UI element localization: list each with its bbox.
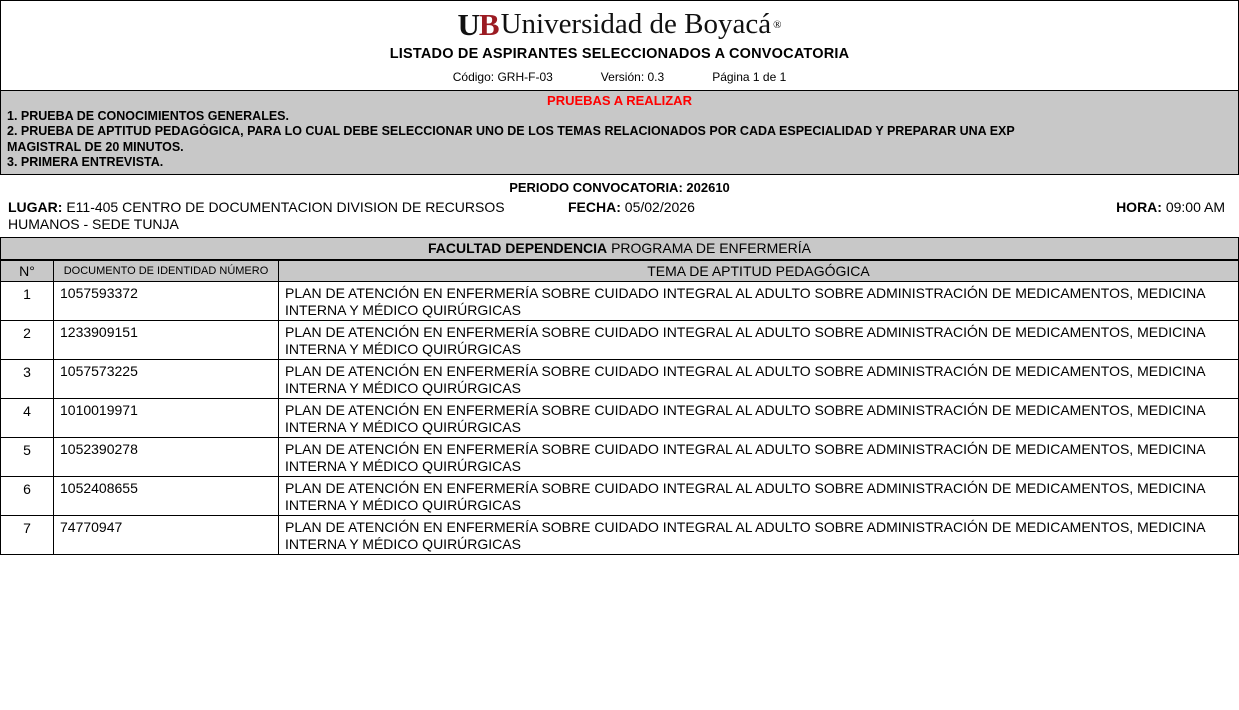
row-tema: PLAN DE ATENCIÓN EN ENFERMERÍA SOBRE CUIDADO INTEGRAL AL ADULTO SOBRE ADMINISTRACIÓN DE MEDICAMENTOS, MEDICINA INTERNA Y MÉDICO QUIRÚRGICAS: [279, 477, 1239, 516]
row-documento: 1057593372: [54, 282, 279, 321]
row-documento: 74770947: [54, 516, 279, 555]
row-documento: 1052408655: [54, 477, 279, 516]
version-label: Versión:: [600, 70, 645, 84]
fecha-field: [568, 199, 1010, 216]
column-header-documento: DOCUMENTO DE IDENTIDAD NÚMERO: [54, 260, 279, 282]
periodo-convocatoria: [0, 175, 1239, 199]
ub-logo-u: U: [457, 7, 479, 42]
table-row: [1, 516, 1239, 555]
row-number: 3: [1, 360, 54, 399]
evento-info: [0, 199, 1239, 237]
table-row: [1, 399, 1239, 438]
row-tema: PLAN DE ATENCIÓN EN ENFERMERÍA SOBRE CUIDADO INTEGRAL AL ADULTO SOBRE ADMINISTRACIÓN DE MEDICAMENTOS, MEDICINA INTERNA Y MÉDICO QUIRÚRGICAS: [279, 438, 1239, 477]
table-body: [1, 282, 1239, 555]
row-documento: 1010019971: [54, 399, 279, 438]
facultad-label: FACULTAD DEPENDENCIA: [428, 239, 608, 256]
row-number: 7: [1, 516, 54, 555]
page-title: LISTADO DE ASPIRANTES SELECCIONADOS A CONVOCATORIA: [389, 46, 850, 62]
facultad-dependencia-bar: [0, 237, 1239, 260]
row-documento: 1057573225: [54, 360, 279, 399]
facultad-value: PROGRAMA DE ENFERMERÍA: [611, 239, 811, 256]
document-meta: [1, 70, 1238, 84]
fecha-value: 05/02/2026: [624, 199, 695, 215]
lugar-field: [8, 199, 568, 233]
column-header-tema: TEMA DE APTITUD PEDAGÓGICA: [279, 260, 1239, 282]
page-number: Página 1 de 1: [712, 70, 787, 84]
table-row: [1, 321, 1239, 360]
row-tema: PLAN DE ATENCIÓN EN ENFERMERÍA SOBRE CUIDADO INTEGRAL AL ADULTO SOBRE ADMINISTRACIÓN DE MEDICAMENTOS, MEDICINA INTERNA Y MÉDICO QUIRÚRGICAS: [279, 282, 1239, 321]
row-number: 5: [1, 438, 54, 477]
table-row: [1, 282, 1239, 321]
pruebas-item: 2. PRUEBA DE APTITUD PEDAGÓGICA, PARA LO CUAL DEBE SELECCIONAR UNO DE LOS TEMAS RELACIONADOS POR CADA ESPECIALIDAD Y PREPARAR UNA EXP: [7, 124, 1015, 139]
hora-label: HORA:: [1116, 199, 1162, 215]
row-documento: 1052390278: [54, 438, 279, 477]
version-field: [601, 70, 664, 84]
codigo-value: GRH-F-03: [497, 70, 553, 84]
pruebas-title: PRUEBAS A REALIZAR: [547, 93, 692, 108]
table-header-row: [1, 260, 1239, 282]
pruebas-item: 3. PRIMERA ENTREVISTA.: [7, 154, 164, 169]
lugar-value: E11-405 CENTRO DE DOCUMENTACION DIVISION DE RECURSOS HUMANOS - SEDE TUNJA: [8, 199, 505, 232]
lugar-label: LUGAR:: [8, 199, 63, 215]
row-number: 4: [1, 399, 54, 438]
row-documento: 1233909151: [54, 321, 279, 360]
row-number: 2: [1, 321, 54, 360]
column-header-n: N°: [1, 260, 54, 282]
table-row: [1, 438, 1239, 477]
table-row: [1, 360, 1239, 399]
codigo-field: [453, 70, 553, 84]
version-value: 0.3: [647, 70, 665, 84]
table-row: [1, 477, 1239, 516]
pruebas-item: 1. PRUEBA DE CONOCIMIENTOS GENERALES.: [7, 109, 289, 123]
university-logo: [1, 9, 1238, 40]
row-tema: PLAN DE ATENCIÓN EN ENFERMERÍA SOBRE CUIDADO INTEGRAL AL ADULTO SOBRE ADMINISTRACIÓN DE MEDICAMENTOS, MEDICINA INTERNA Y MÉDICO QUIRÚRGICAS: [279, 399, 1239, 438]
ub-logo-b: B: [478, 7, 499, 42]
row-tema: PLAN DE ATENCIÓN EN ENFERMERÍA SOBRE CUIDADO INTEGRAL AL ADULTO SOBRE ADMINISTRACIÓN DE MEDICAMENTOS, MEDICINA INTERNA Y MÉDICO QUIRÚRGICAS: [279, 516, 1239, 555]
table-header: [1, 260, 1239, 282]
row-number: 1: [1, 282, 54, 321]
periodo-value: 202610: [686, 180, 730, 195]
aspirantes-table: [0, 260, 1239, 556]
row-tema: PLAN DE ATENCIÓN EN ENFERMERÍA SOBRE CUIDADO INTEGRAL AL ADULTO SOBRE ADMINISTRACIÓN DE MEDICAMENTOS, MEDICINA INTERNA Y MÉDICO QUIRÚRGICAS: [279, 321, 1239, 360]
university-name: Universidad de Boyacá: [500, 8, 772, 40]
pruebas-item: MAGISTRAL DE 20 MINUTOS.: [7, 139, 184, 154]
codigo-label: Código:: [452, 70, 495, 84]
row-number: 6: [1, 477, 54, 516]
hora-value: 09:00 AM: [1165, 199, 1225, 215]
ub-monogram-icon: [457, 9, 498, 40]
hora-field: [1010, 199, 1235, 216]
fecha-label: FECHA:: [568, 199, 621, 215]
periodo-label: PERIODO CONVOCATORIA:: [509, 180, 683, 195]
registered-mark: ®: [773, 18, 782, 31]
row-tema: PLAN DE ATENCIÓN EN ENFERMERÍA SOBRE CUIDADO INTEGRAL AL ADULTO SOBRE ADMINISTRACIÓN DE MEDICAMENTOS, MEDICINA INTERNA Y MÉDICO QUIRÚRGICAS: [279, 360, 1239, 399]
document-header: [0, 0, 1239, 90]
pruebas-section: [0, 90, 1239, 175]
